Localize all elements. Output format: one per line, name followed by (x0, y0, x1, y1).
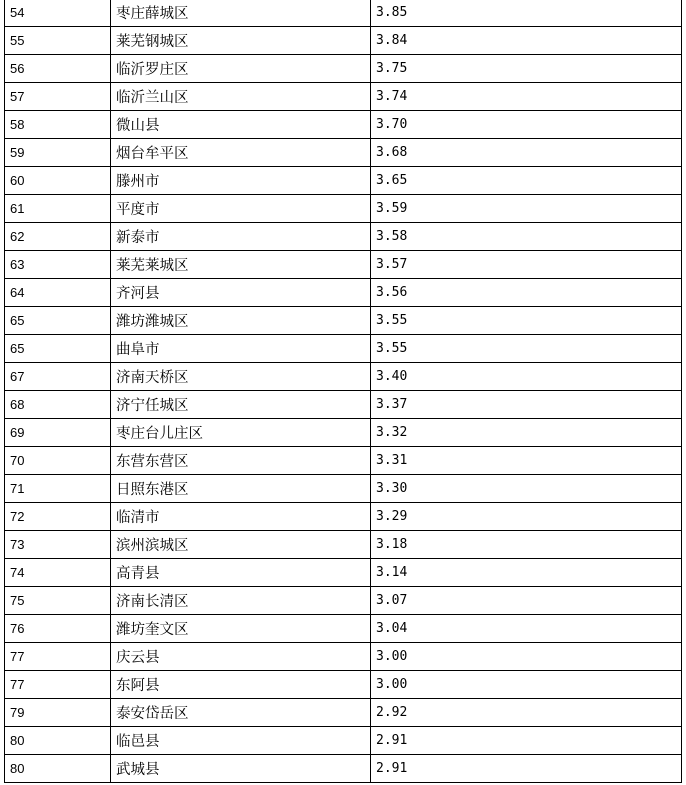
table-row (5, 335, 682, 363)
rank-cell: 80 (5, 727, 111, 755)
rank-cell: 60 (5, 167, 111, 195)
rank-cell: 56 (5, 55, 111, 83)
district-name-cell: 烟台牟平区 (111, 139, 371, 167)
district-name-cell: 新泰市 (111, 223, 371, 251)
district-name-cell: 潍坊潍城区 (111, 307, 371, 335)
score-cell: 3.57 (371, 251, 682, 279)
district-name-cell: 平度市 (111, 195, 371, 223)
rank-cell: 71 (5, 475, 111, 503)
score-cell: 3.40 (371, 363, 682, 391)
table-row (5, 531, 682, 559)
table-row (5, 643, 682, 671)
rank-cell: 59 (5, 139, 111, 167)
rank-cell: 61 (5, 195, 111, 223)
table-row (5, 727, 682, 755)
district-name-cell: 曲阜市 (111, 335, 371, 363)
rank-cell: 65 (5, 335, 111, 363)
district-name-cell: 潍坊奎文区 (111, 615, 371, 643)
district-name-cell: 莱芜莱城区 (111, 251, 371, 279)
district-name-cell: 临沂罗庄区 (111, 55, 371, 83)
table-row (5, 699, 682, 727)
rank-cell: 80 (5, 755, 111, 783)
table-row (5, 363, 682, 391)
rank-cell: 69 (5, 419, 111, 447)
score-cell: 3.85 (371, 0, 682, 27)
table-row (5, 195, 682, 223)
table-row (5, 307, 682, 335)
district-name-cell: 武城县 (111, 755, 371, 783)
score-cell: 3.18 (371, 531, 682, 559)
rank-cell: 68 (5, 391, 111, 419)
score-cell: 3.59 (371, 195, 682, 223)
district-name-cell: 泰安岱岳区 (111, 699, 371, 727)
score-cell: 3.70 (371, 111, 682, 139)
rank-cell: 64 (5, 279, 111, 307)
score-cell: 3.75 (371, 55, 682, 83)
rank-cell: 72 (5, 503, 111, 531)
score-cell: 3.30 (371, 475, 682, 503)
table-row (5, 167, 682, 195)
district-name-cell: 临清市 (111, 503, 371, 531)
score-cell: 3.84 (371, 27, 682, 55)
table-row (5, 475, 682, 503)
rank-cell: 73 (5, 531, 111, 559)
district-name-cell: 微山县 (111, 111, 371, 139)
rank-cell: 58 (5, 111, 111, 139)
district-name-cell: 齐河县 (111, 279, 371, 307)
table-row (5, 139, 682, 167)
score-cell: 3.56 (371, 279, 682, 307)
score-cell: 3.74 (371, 83, 682, 111)
rank-cell: 63 (5, 251, 111, 279)
district-name-cell: 滕州市 (111, 167, 371, 195)
score-cell: 3.55 (371, 307, 682, 335)
score-cell: 3.65 (371, 167, 682, 195)
score-cell: 2.91 (371, 727, 682, 755)
rank-cell: 79 (5, 699, 111, 727)
district-name-cell: 枣庄薛城区 (111, 0, 371, 27)
ranking-table (4, 0, 682, 783)
table-row (5, 83, 682, 111)
rank-cell: 70 (5, 447, 111, 475)
rank-cell: 57 (5, 83, 111, 111)
district-name-cell: 东阿县 (111, 671, 371, 699)
score-cell: 3.68 (371, 139, 682, 167)
district-name-cell: 济南长清区 (111, 587, 371, 615)
score-cell: 3.14 (371, 559, 682, 587)
table-row (5, 671, 682, 699)
district-name-cell: 济宁任城区 (111, 391, 371, 419)
table-row (5, 559, 682, 587)
score-cell: 2.91 (371, 755, 682, 783)
table-row (5, 279, 682, 307)
table-row (5, 223, 682, 251)
rank-cell: 77 (5, 671, 111, 699)
rank-cell: 55 (5, 27, 111, 55)
district-name-cell: 莱芜钢城区 (111, 27, 371, 55)
score-cell: 3.32 (371, 419, 682, 447)
score-cell: 3.31 (371, 447, 682, 475)
score-cell: 3.37 (371, 391, 682, 419)
table-row (5, 419, 682, 447)
district-name-cell: 东营东营区 (111, 447, 371, 475)
rank-cell: 74 (5, 559, 111, 587)
table-row (5, 55, 682, 83)
score-cell: 3.55 (371, 335, 682, 363)
table-row (5, 0, 682, 27)
score-cell: 3.58 (371, 223, 682, 251)
score-cell: 3.00 (371, 643, 682, 671)
table-row (5, 27, 682, 55)
rank-cell: 65 (5, 307, 111, 335)
district-name-cell: 滨州滨城区 (111, 531, 371, 559)
district-name-cell: 临邑县 (111, 727, 371, 755)
table-row (5, 111, 682, 139)
district-name-cell: 庆云县 (111, 643, 371, 671)
ranking-table-body (5, 0, 682, 783)
table-row (5, 447, 682, 475)
table-row (5, 587, 682, 615)
rank-cell: 67 (5, 363, 111, 391)
rank-cell: 62 (5, 223, 111, 251)
district-name-cell: 临沂兰山区 (111, 83, 371, 111)
score-cell: 3.29 (371, 503, 682, 531)
rank-cell: 76 (5, 615, 111, 643)
table-row (5, 503, 682, 531)
rank-cell: 54 (5, 0, 111, 27)
table-row (5, 251, 682, 279)
table-row (5, 391, 682, 419)
rank-cell: 75 (5, 587, 111, 615)
table-row (5, 755, 682, 783)
rank-cell: 77 (5, 643, 111, 671)
score-cell: 2.92 (371, 699, 682, 727)
district-name-cell: 日照东港区 (111, 475, 371, 503)
table-row (5, 615, 682, 643)
district-name-cell: 枣庄台儿庄区 (111, 419, 371, 447)
score-cell: 3.07 (371, 587, 682, 615)
score-cell: 3.04 (371, 615, 682, 643)
district-name-cell: 高青县 (111, 559, 371, 587)
district-name-cell: 济南天桥区 (111, 363, 371, 391)
score-cell: 3.00 (371, 671, 682, 699)
